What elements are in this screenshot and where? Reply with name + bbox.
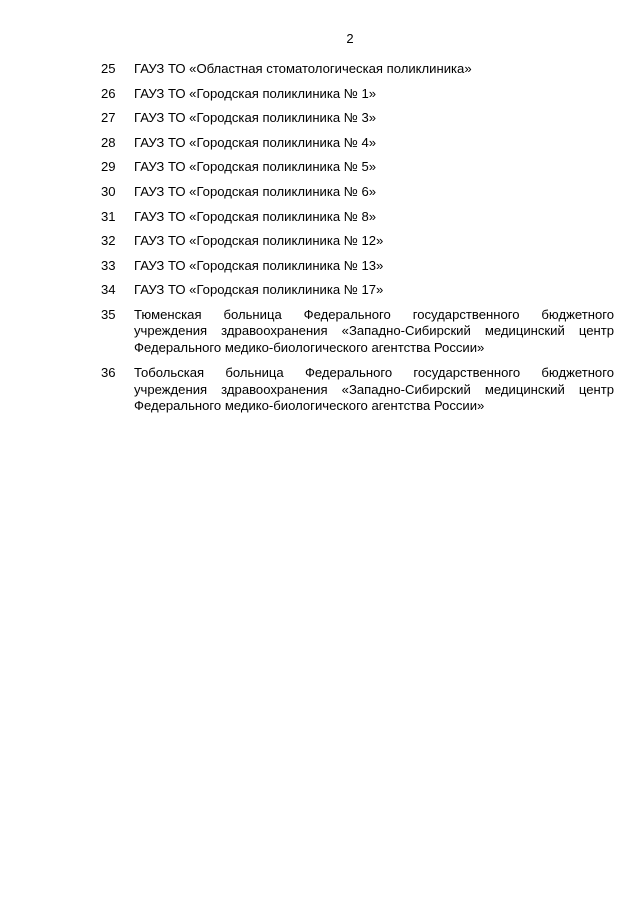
item-text: Тобольская больница Федерального государственного бюджетного учреждения здравоохранения «Западно-Сибирский медицинский центр Федерального медико-биологического агентства России»	[134, 365, 614, 414]
item-text: ГАУЗ ТО «Городская поликлиника № 17»	[134, 282, 384, 298]
list-item	[101, 110, 614, 127]
page-number: 2	[346, 31, 354, 46]
item-number: 36	[101, 365, 116, 381]
list-item	[101, 209, 614, 226]
institution-list	[101, 61, 614, 424]
item-number: 32	[101, 233, 116, 249]
item-number: 25	[101, 61, 116, 76]
item-text: ГАУЗ ТО «Городская поликлиника № 1»	[134, 85, 377, 101]
item-number: 33	[101, 257, 116, 273]
item-text: ГАУЗ ТО «Городская поликлиника № 13»	[134, 257, 384, 273]
list-item	[101, 184, 614, 201]
list-item	[101, 159, 614, 176]
list-item	[101, 307, 614, 357]
item-text: ГАУЗ ТО «Городская поликлиника № 12»	[134, 233, 384, 249]
list-item	[101, 135, 614, 152]
item-text: ГАУЗ ТО «Городская поликлиника № 4»	[134, 134, 377, 150]
item-text: ГАУЗ ТО «Городская поликлиника № 6»	[134, 183, 377, 199]
item-text: ГАУЗ ТО «Городская поликлиника № 8»	[134, 208, 377, 224]
list-item	[101, 258, 614, 275]
list-item	[101, 365, 614, 415]
item-text: ГАУЗ ТО «Городская поликлиника № 3»	[134, 110, 377, 126]
item-number: 27	[101, 110, 116, 126]
item-text: ГАУЗ ТО «Городская поликлиника № 5»	[134, 159, 377, 175]
item-number: 35	[101, 306, 116, 322]
item-number: 29	[101, 159, 116, 175]
item-number: 31	[101, 208, 116, 224]
list-item	[101, 282, 614, 299]
item-text: Тюменская больница Федерального государственного бюджетного учреждения здравоохранения «Западно-Сибирский медицинский центр Федерального медико-биологического агентства России»	[134, 306, 614, 355]
item-text: ГАУЗ ТО «Областная стоматологическая поликлиника»	[134, 61, 472, 76]
list-item	[101, 61, 614, 78]
item-number: 30	[101, 183, 116, 199]
list-item	[101, 233, 614, 250]
item-number: 28	[101, 134, 116, 150]
item-number: 26	[101, 85, 116, 101]
list-item	[101, 86, 614, 103]
item-number: 34	[101, 282, 116, 298]
